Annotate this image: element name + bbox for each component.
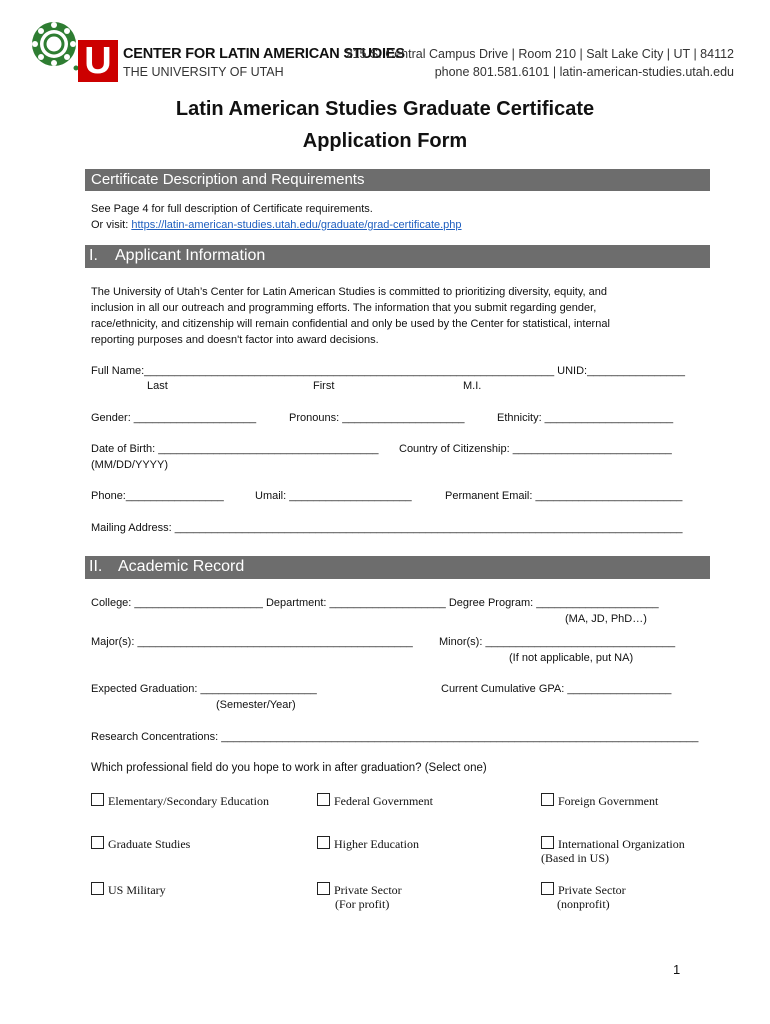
checkbox[interactable] [541, 793, 554, 806]
diversity-para-line: inclusion in all our outreach and programming efforts. The information that you submit regarding gender, [91, 302, 597, 314]
dob-field[interactable]: Date of Birth: ____________________________________ [91, 443, 379, 455]
university-logo: U [78, 40, 118, 82]
option-sublabel: (nonprofit) [557, 897, 610, 911]
career-option[interactable] [91, 793, 269, 809]
degree-hint: (MA, JD, PhD…) [565, 613, 647, 625]
name-last-label: Last [147, 380, 168, 392]
full-name-field[interactable]: Full Name:___________________________________________________________________ UNID:________________ [91, 365, 685, 377]
pronouns-field[interactable]: Pronouns: ____________________ [289, 412, 465, 424]
name-mi-label: M.I. [463, 380, 482, 392]
diversity-para-line: The University of Utah’s Center for Latin American Studies is committed to prioritizing diversity, equity, and [91, 286, 607, 298]
option-label: Private Sector [558, 883, 626, 897]
career-option[interactable] [91, 836, 190, 852]
minors-field[interactable]: Minor(s): _______________________________ [439, 636, 676, 648]
checkbox[interactable] [91, 882, 104, 895]
option-label: Foreign Government [558, 794, 659, 808]
certificate-link[interactable]: https://latin-american-studies.utah.edu/graduate/grad-certificate.php [131, 219, 462, 231]
career-option[interactable] [541, 793, 658, 809]
org-name: CENTER FOR LATIN AMERICAN STUDIES [123, 46, 405, 62]
section-number: II. [89, 558, 103, 575]
option-label: Private Sector [334, 883, 402, 897]
minor-hint: (If not applicable, put NA) [509, 652, 634, 664]
career-option[interactable] [317, 793, 433, 809]
option-sublabel: (For profit) [335, 897, 390, 911]
form-title-line2: Application Form [302, 130, 468, 152]
checkbox[interactable] [91, 836, 104, 849]
cert-line2 [91, 219, 462, 231]
letterhead [0, 0, 770, 90]
option-label: Graduate Studies [108, 837, 191, 851]
permanent-email-field[interactable]: Permanent Email: ________________________ [445, 490, 683, 502]
gpa-field[interactable]: Current Cumulative GPA: _________________ [441, 683, 672, 695]
diversity-para-line: reporting purposes and doesn't factor into award decisions. [91, 334, 379, 346]
dob-format-hint: (MM/DD/YYYY) [91, 459, 168, 471]
mailing-address-field[interactable]: Mailing Address: ___________________________________________________________________________________ [91, 522, 683, 534]
ethnicity-field[interactable]: Ethnicity: _____________________ [497, 412, 674, 424]
section-header-applicant [85, 245, 710, 268]
research-concentrations-field[interactable]: Research Concentrations: ______________________________________________________________________________ [91, 731, 699, 743]
option-label: Higher Education [334, 837, 419, 851]
page-number: 1 [673, 962, 681, 977]
option-label: Federal Government [334, 794, 433, 808]
option-label: International Organization [558, 837, 685, 851]
form-title-line1: Latin American Studies Graduate Certificate [175, 98, 595, 120]
expected-graduation-field[interactable]: Expected Graduation: ___________________ [91, 683, 317, 695]
org-contact: phone 801.581.6101 | latin-american-studies.utah.edu [434, 65, 734, 79]
career-option[interactable] [317, 882, 402, 898]
career-option[interactable] [317, 836, 419, 852]
section-number: I. [89, 247, 98, 264]
section-header-certificate [85, 169, 710, 191]
cert-line1: See Page 4 for full description of Certificate requirements. [91, 203, 373, 215]
checkbox[interactable] [317, 882, 330, 895]
cert-visit-prefix: Or visit: [91, 219, 132, 231]
section-heading: Academic Record [118, 558, 245, 575]
career-option[interactable] [91, 882, 166, 898]
graduation-hint: (Semester/Year) [216, 699, 296, 711]
org-address: 215 S. Central Campus Drive | Room 210 | Salt Lake City | UT | 84112 [345, 47, 734, 61]
college-dept-degree-field[interactable]: College: _____________________ Department: ___________________ Degree Program: ____________________ [91, 597, 659, 609]
citizenship-field[interactable]: Country of Citizenship: __________________________ [399, 443, 672, 455]
checkbox[interactable] [317, 836, 330, 849]
section-header-academic [85, 556, 710, 579]
umail-field[interactable]: Umail: ____________________ [255, 490, 412, 502]
diversity-para-line: race/ethnicity, and citizenship will remain confidential and only be used by the Center for statistical, internal [91, 318, 610, 330]
section-heading: Applicant Information [115, 247, 266, 264]
option-label: Elementary/Secondary Education [108, 794, 269, 808]
option-label: US Military [108, 883, 166, 897]
phone-field[interactable]: Phone:________________ [91, 490, 224, 502]
career-option[interactable] [541, 882, 626, 898]
checkbox[interactable] [541, 836, 554, 849]
university-name: THE UNIVERSITY OF UTAH [123, 65, 284, 79]
checkbox[interactable] [91, 793, 104, 806]
majors-field[interactable]: Major(s): _____________________________________________ [91, 636, 413, 648]
checkbox[interactable] [317, 793, 330, 806]
section-heading: Certificate Description and Requirements [91, 171, 365, 188]
career-question: Which professional field do you hope to work in after graduation? (Select one) [91, 762, 487, 774]
checkbox[interactable] [541, 882, 554, 895]
option-sublabel: (Based in US) [541, 851, 609, 865]
career-option[interactable] [541, 836, 685, 852]
name-first-label: First [313, 380, 335, 392]
gender-field[interactable]: Gender: ____________________ [91, 412, 257, 424]
seal-icon [28, 16, 80, 72]
